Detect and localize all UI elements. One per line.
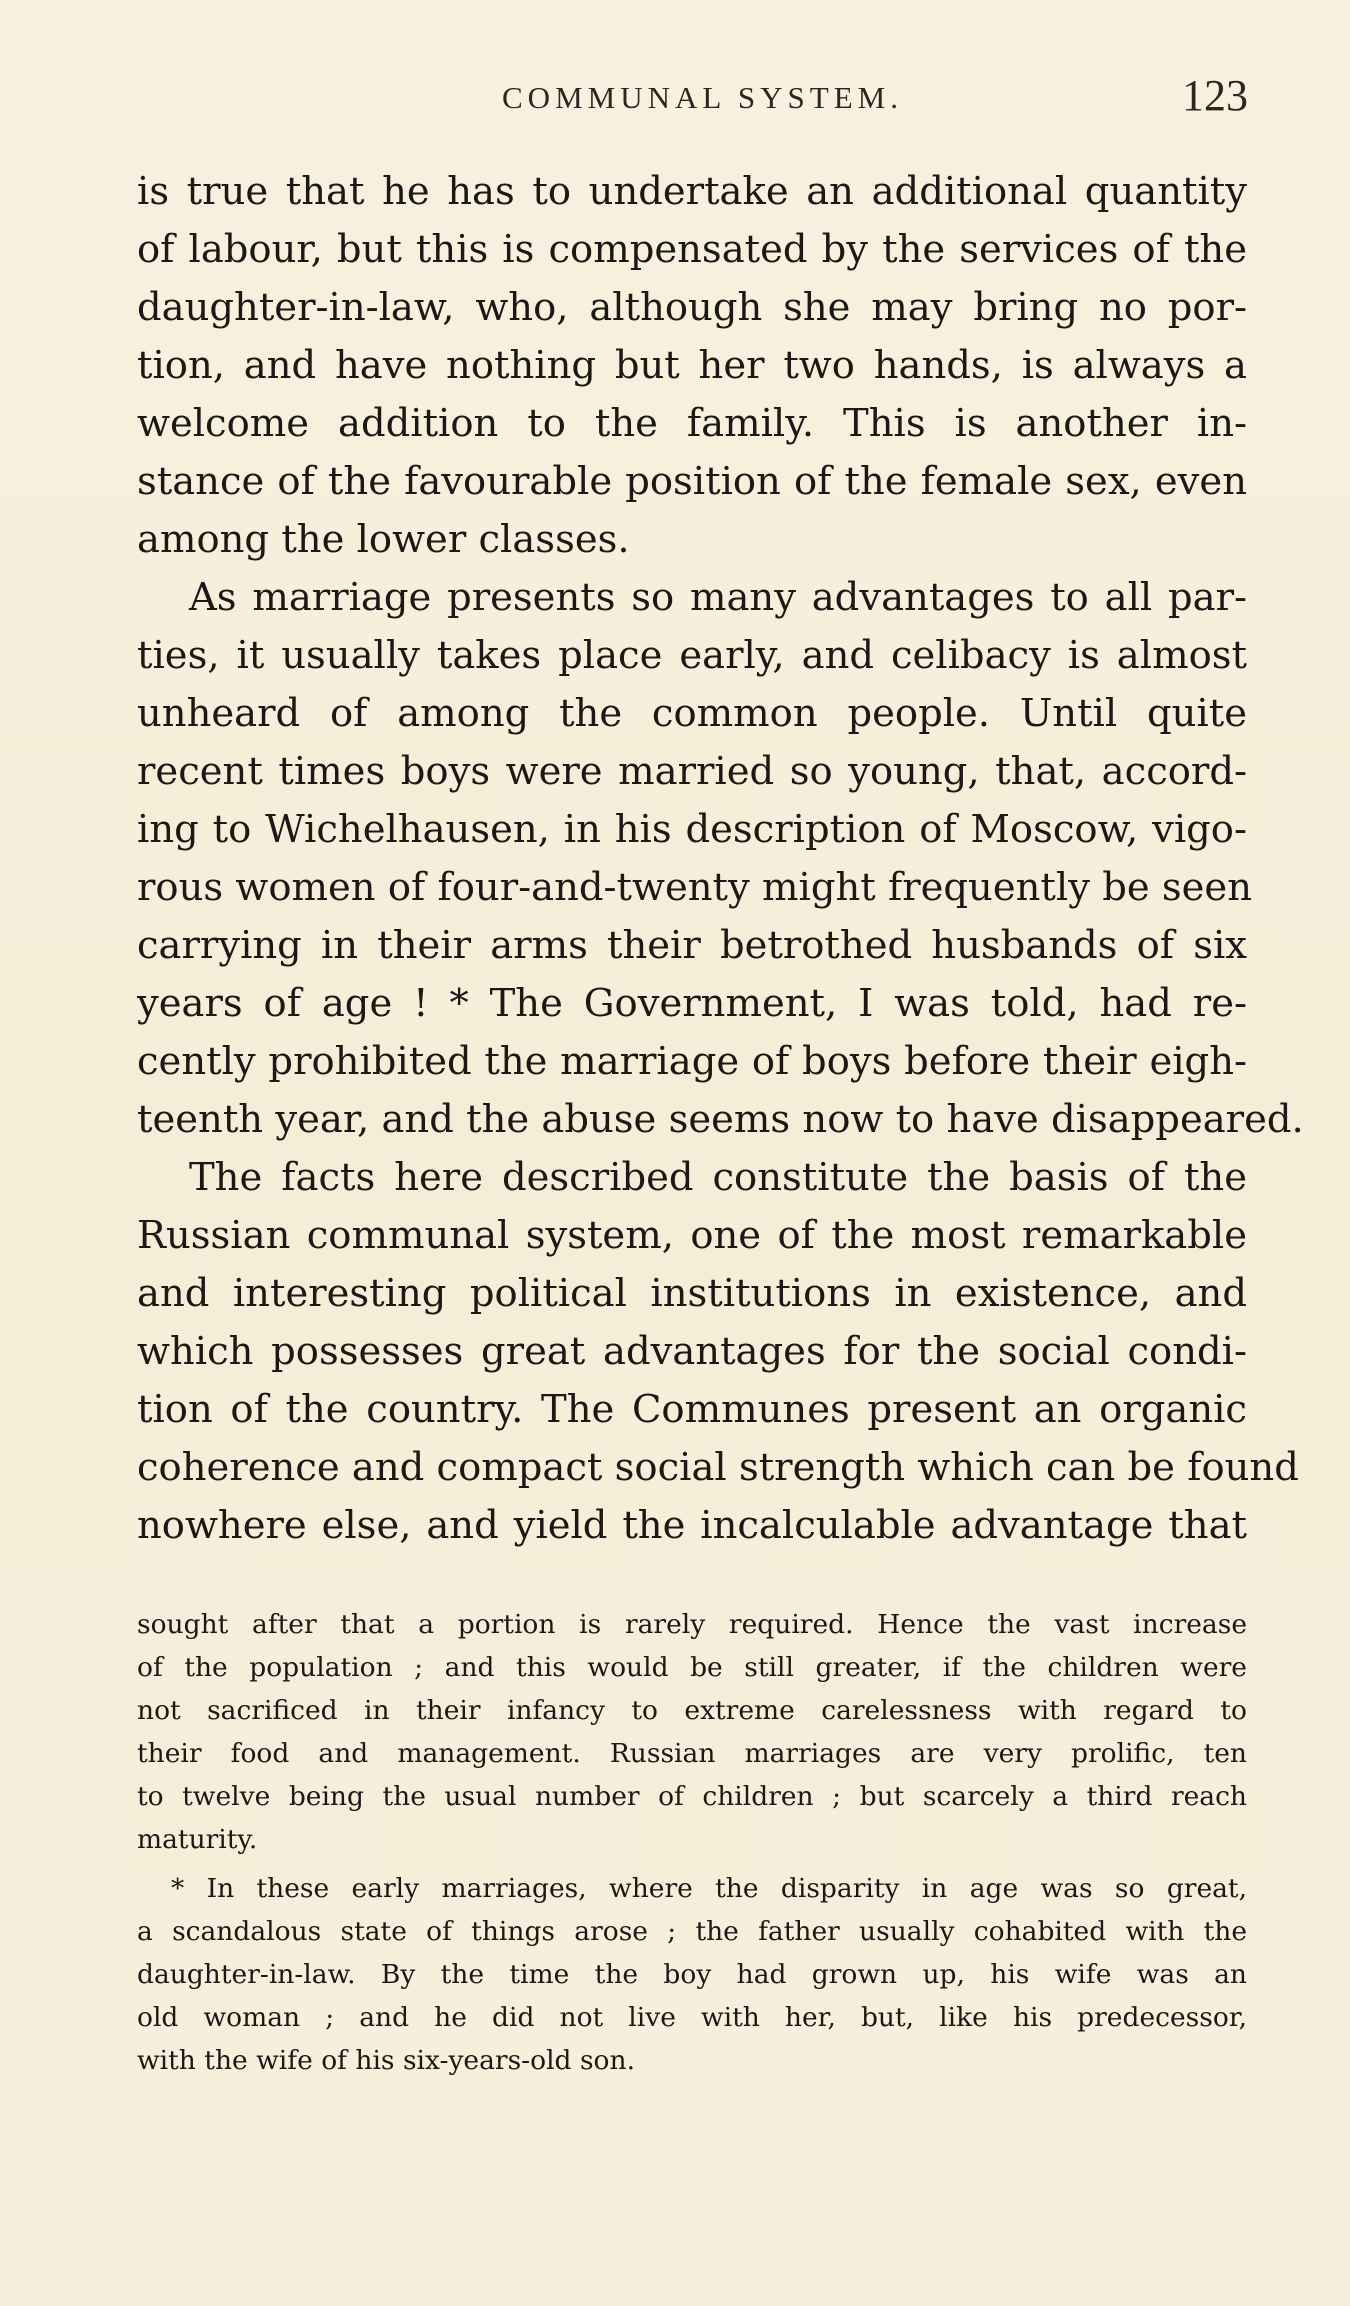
text-line: The facts here described constitute the basis of the [189,1155,1247,1200]
footnote-line: a scandalous state of things arose ; the father usually cohabited with the [137,1916,1247,1947]
text-line: cently prohibited the marriage of boys before their eigh- [137,1039,1247,1084]
text-line: daughter-in-law, who, although she may bring no por- [137,285,1247,330]
footnote-line: old woman ; and he did not live with her, but, like his predecessor, [137,2002,1247,2033]
text-line: welcome addition to the family. This is another in- [137,401,1247,446]
text-line: ties, it usually takes place early, and celibacy is almost [137,633,1247,678]
footnote-line: daughter-in-law. By the time the boy had grown up, his wife was an [137,1959,1247,1990]
text-line: tion of the country. The Communes present an organic [137,1387,1247,1432]
text-line: of labour, but this is compensated by the services of the [137,227,1247,272]
text-line: rous women of four-and-twenty might frequently be seen [137,865,1252,910]
text-line: teenth year, and the abuse seems now to have disappeared. [137,1097,1304,1142]
text-line: which possesses great advantages for the social condi- [137,1329,1247,1374]
running-title: COMMUNAL SYSTEM. [502,80,903,115]
footnote-line: sought after that a portion is rarely required. Hence the vast increase [137,1609,1247,1640]
page-header [137,70,1248,120]
footnote-line: maturity. [137,1824,258,1855]
text-line: recent times boys were married so young, that, accord- [137,749,1247,794]
footnote-line: not sacrificed in their infancy to extreme carelessness with regard to [137,1695,1247,1726]
page-number: 123 [1182,71,1248,120]
footnote-line: their food and management. Russian marriages are very prolific, ten [137,1738,1247,1769]
main-text [137,163,1304,1555]
footnote-line: of the population ; and this would be still greater, if the children were [137,1652,1247,1683]
text-line: stance of the favourable position of the female sex, even [137,459,1247,504]
text-line: coherence and compact social strength which can be found [137,1445,1299,1490]
footnote-line: * In these early marriages, where the disparity in age was so great, [171,1873,1247,1904]
footnote-line: to twelve being the usual number of children ; but scarcely a third reach [137,1781,1247,1812]
text-line: ing to Wichelhausen, in his description of Moscow, vigo- [137,807,1247,852]
text-line: Russian communal system, one of the most remarkable [137,1213,1247,1258]
text-line: tion, and have nothing but her two hands, is always a [137,343,1247,388]
text-line: years of age ! * The Government, I was told, had re- [137,981,1247,1026]
text-line: is true that he has to undertake an additional quantity [137,169,1247,214]
text-line: As marriage presents so many advantages to all par- [189,575,1247,620]
text-line: carrying in their arms their betrothed husbands of six [137,923,1247,968]
text-line: and interesting political institutions in existence, and [137,1271,1247,1316]
text-line: unheard of among the common people. Until quite [137,691,1247,736]
footnote-line: with the wife of his six-years-old son. [137,2045,635,2076]
footnotes [137,1603,1247,2082]
text-line: nowhere else, and yield the incalculable advantage that [137,1503,1247,1548]
text-line: among the lower classes. [137,517,630,562]
